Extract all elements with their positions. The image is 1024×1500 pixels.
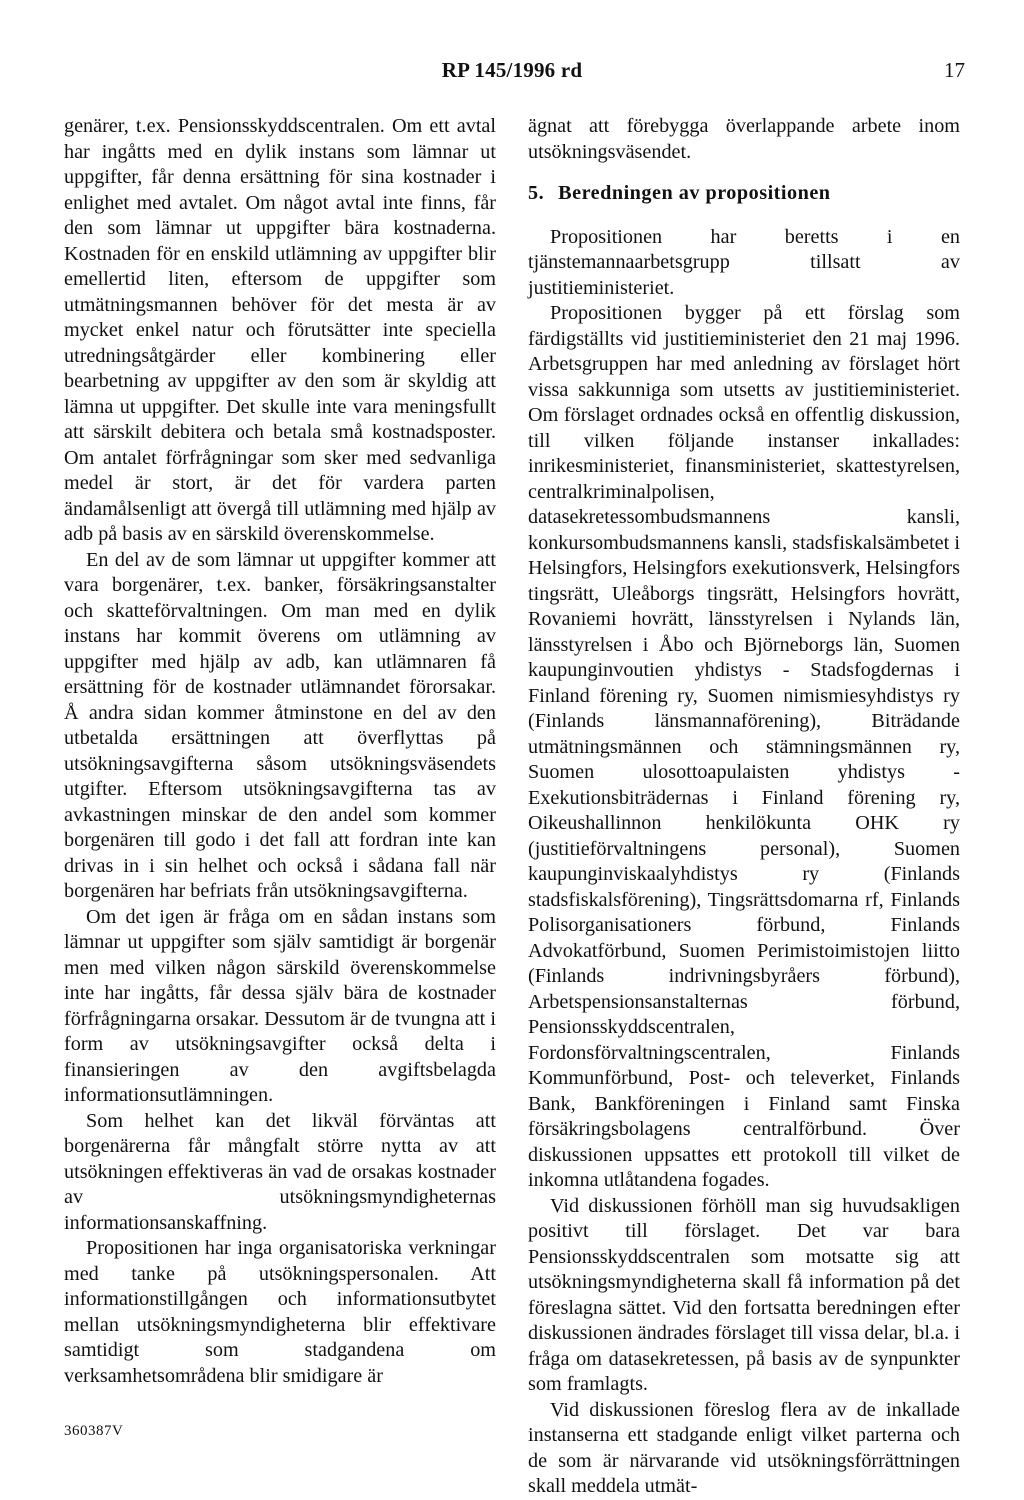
left-column — [64, 114, 496, 1389]
paragraph-continuation: ägnat att förebygga överlappande arbete inom utsökningsväsendet. — [528, 115, 960, 163]
paragraph: Vid diskussionen föreslog flera av de inkallade instanserna ett stadgande enligt vilket parterna och de som är närvarande vid utsökningsförrättningen skall meddela utmät- — [528, 1398, 960, 1497]
paragraph: Propositionen bygger på ett förslag som färdigställts vid justitieministeriet den 21 maj 1996. Arbetsgruppen har med anledning av förslaget hört vissa sakkunniga som utsetts av justitieministeriet. Om förslaget ordnades också en offentlig diskussion, till vilken följande instanser inkallades: inrikesministeriet, finansministeriet, skattestyrelsen, centralkriminalpolisen, datasekretessombudsmannens kansli, konkursombudsmannens kansli, stadsfiskalsämbetet i Helsingfors, Helsingfors exekutionsverk, Helsingfors tingsrätt, Uleåborgs tingsrätt, Helsingfors hovrätt, Rovaniemi hovrätt, länsstyrelsen i Nylands län, länsstyrelsen i Åbo och Björneborgs län, Suomen kaupunginvoutien yhdistys - Stadsfogdernas i Finland förening ry, Suomen nimismiesyhdistys ry (Finlands länsmannaförening), Biträdande utmätningsmännen och stämningsmännen ry, Suomen ulosottoapulaisten yhdistys - Exekutionsbiträdernas i Finland förening ry, Oikeushallinnon henkilökunta OHK ry (justitieförvaltningens personal), Suomen kaupunginviskaalyhdistys ry (Finlands stadsfiskalsförening), Tingsrättsdomarna rf, Finlands Polisorganisationers förbund, Finlands Advokatförbund, Suomen Perimistoimistojen liitto (Finlands indrivningsbyråers förbund), Arbetspensionsanstalternas förbund, Pensionsskyddscentralen, Fordonsförvaltningscentralen, Finlands Kommunförbund, Post- och televerket, Finlands Bank, Bankföreningen i Finland samt Finska försäkringsbolagens centralförbund. Över diskussionen uppsattes ett protokoll till vilket de inkomna utlåtandena fogades. — [528, 302, 960, 1191]
paragraph: En del av de som lämnar ut uppgifter kommer att vara borgenärer, t.ex. banker, försäkringsanstalter och skatteförvaltningen. Om man med en dylik instans har kommit överens om utlämning av uppgifter med hjälp av adb, kan utlämnaren få ersättning för de kostnader utlämnandet förorsakar. Å andra sidan kommer åtminstone en del av den utbetalda ersättningen att överflyttas på utsökningsavgifterna såsom utsökningsväsendets utgifter. Eftersom utsökningsavgifterna tas av avkastningen minskar de den andel som kommer borgenären till godo i det fall att fordran inte kan drivas in i sin helhet och också i sådana fall när borgenären har befriats från utsökningsavgifterna. — [64, 548, 496, 902]
paragraph: Om det igen är fråga om en sådan instans som lämnar ut uppgifter som själv samtidigt är borgenär men med vilken någon särskild överenskommelse inte har ingåtts, får dessa själv bära de kostnader förfrågningarna orsakar. Dessutom är de tvungna att i form av utsökningsavgifter också delta i finansieringen av den avgiftsbelagda informationsutlämningen. — [64, 905, 496, 1106]
document-reference: RP 145/1996 rd — [441, 58, 583, 82]
print-code: 360387V — [64, 1423, 124, 1439]
section-heading — [528, 181, 960, 207]
right-column — [528, 114, 960, 1500]
paragraph: Som helhet kan det likväl förväntas att borgenärerna får mångfalt större nytta av att utsökningen effektiveras än vad de orsakas kostnader av utsökningsmyndigheternas informationsanskaffning. — [64, 1109, 496, 1234]
paragraph: Propositionen har beretts i en tjänstemannaarbetsgrupp tillsatt av justitieministeriet. — [528, 225, 960, 299]
section-title: Beredningen av propositionen — [558, 182, 831, 204]
paragraph: Propositionen har inga organisatoriska verkningar med tanke på utsökningspersonalen. Att informationstillgången och informationsutbytet mellan utsökningsmyndigheterna blir effektivare samtidigt som stadgandena om verksamhetsområdena blir smidigare är — [64, 1237, 496, 1387]
paragraph: Vid diskussionen förhöll man sig huvudsakligen positivt till förslaget. Det var bara Pensionsskyddscentralen som motsatte sig att utsökningsmyndigheterna skall få information på det föreslagna sättet. Vid den fortsatta beredningen efter diskussionen ändrades förslaget till vissa delar, bl.a. i fråga om datasekretessen, på basis av de synpunkter som framlagts. — [528, 1194, 960, 1395]
page-number: 17 — [944, 58, 965, 82]
section-number: 5. — [528, 182, 545, 204]
paragraph: genärer, t.ex. Pensionsskyddscentralen. Om ett avtal har ingåtts med en dylik instans som lämnar ut uppgifter, får denna ersättning för sina kostnader i enlighet med avtalet. Om något avtal inte finns, får den som lämnar ut uppgifter bära kostnaderna. Kostnaden för en enskild utlämning av uppgifter blir emellertid liten, eftersom de uppgifter som utmätningsmannen behöver för det mesta är av mycket enkel natur och förutsätter inte speciella utredningsåtgärder eller kombinering eller bearbetning av uppgifter av den som är skyldig att lämna ut uppgifter. Det skulle inte vara meningsfullt att särskilt debitera och betala små kostnadsposter. Om antalet förfrågningar som sker med sedvanliga medel är stort, är det för vardera parten ändamålsenligt att övergå till utlämning med hjälp av adb på basis av en särskild överenskommelse. — [64, 115, 496, 545]
